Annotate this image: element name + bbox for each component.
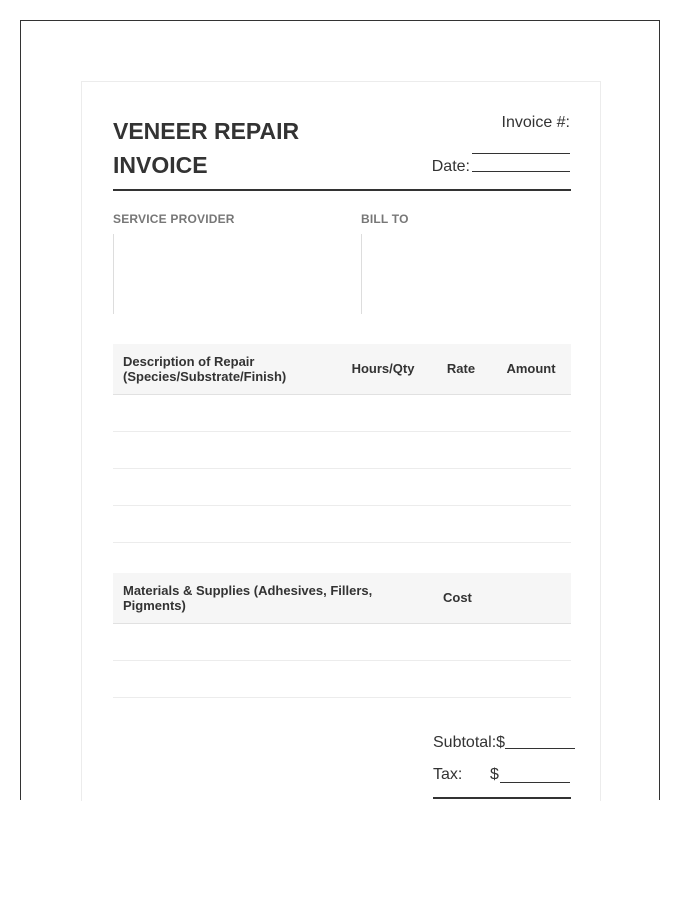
hours-cell[interactable] <box>335 505 431 542</box>
description-cell[interactable] <box>113 431 335 468</box>
title-line-1: VENEER REPAIR <box>113 118 300 144</box>
table-row <box>113 660 571 697</box>
description-cell[interactable] <box>113 468 335 505</box>
table-row <box>113 623 571 660</box>
amount-cell[interactable] <box>491 468 571 505</box>
table-row <box>113 468 571 505</box>
service-provider-label: SERVICE PROVIDER <box>113 212 235 226</box>
bill-to-field[interactable] <box>361 234 572 314</box>
amount-header: Amount <box>491 344 571 394</box>
amount-cell[interactable] <box>491 505 571 542</box>
materials-table-header <box>113 573 571 623</box>
description-header-line-2: (Species/Substrate/Finish) <box>123 368 287 384</box>
tax-label: Tax: <box>433 766 463 783</box>
tax-row <box>433 766 573 786</box>
table-row <box>113 394 571 431</box>
hours-cell[interactable] <box>335 394 431 431</box>
materials-cell[interactable] <box>113 623 433 660</box>
subtotal-label: Subtotal:$ <box>433 734 506 751</box>
rate-header: Rate <box>431 344 491 394</box>
repair-table-header <box>113 344 571 394</box>
totals-divider <box>433 797 571 799</box>
materials-header <box>113 573 433 623</box>
cost-cell[interactable] <box>433 623 571 660</box>
tax-currency: $ <box>490 766 499 783</box>
invoice-meta <box>400 112 570 182</box>
rate-cell[interactable] <box>431 394 491 431</box>
service-provider-field[interactable] <box>113 234 344 314</box>
description-cell[interactable] <box>113 505 335 542</box>
invoice-number-field[interactable] <box>472 152 570 154</box>
table-row <box>113 505 571 542</box>
cost-cell[interactable] <box>433 660 571 697</box>
hours-cell[interactable] <box>335 468 431 505</box>
rate-cell[interactable] <box>431 505 491 542</box>
invoice-title <box>113 114 353 182</box>
description-header-line-1: Description of Repair <box>123 353 255 369</box>
description-header <box>113 344 335 394</box>
materials-header-line-2: Pigments) <box>123 597 186 613</box>
subtotal-row <box>433 734 575 752</box>
date-field[interactable] <box>472 170 570 172</box>
rate-cell[interactable] <box>431 431 491 468</box>
bill-to-label: BILL TO <box>361 212 409 226</box>
invoice-number-label: Invoice #: <box>501 114 570 131</box>
date-row <box>432 158 570 176</box>
materials-cell[interactable] <box>113 660 433 697</box>
table-row <box>113 431 571 468</box>
hours-cell[interactable] <box>335 431 431 468</box>
materials-header-line-1: Materials & Supplies (Adhesives, Fillers, <box>123 582 373 598</box>
materials-table <box>113 573 571 698</box>
hours-header: Hours/Qty <box>335 344 431 394</box>
repair-table <box>113 344 571 543</box>
description-cell[interactable] <box>113 394 335 431</box>
invoice-sheet <box>81 81 601 801</box>
cost-header: Cost <box>433 573 571 623</box>
subtotal-field[interactable] <box>505 747 575 749</box>
date-label: Date: <box>431 158 470 175</box>
tax-field[interactable] <box>500 782 570 783</box>
amount-cell[interactable] <box>491 431 571 468</box>
totals-section <box>433 734 583 801</box>
title-line-2: INVOICE <box>113 152 208 178</box>
rate-cell[interactable] <box>431 468 491 505</box>
amount-cell[interactable] <box>491 394 571 431</box>
header-divider <box>113 189 571 191</box>
